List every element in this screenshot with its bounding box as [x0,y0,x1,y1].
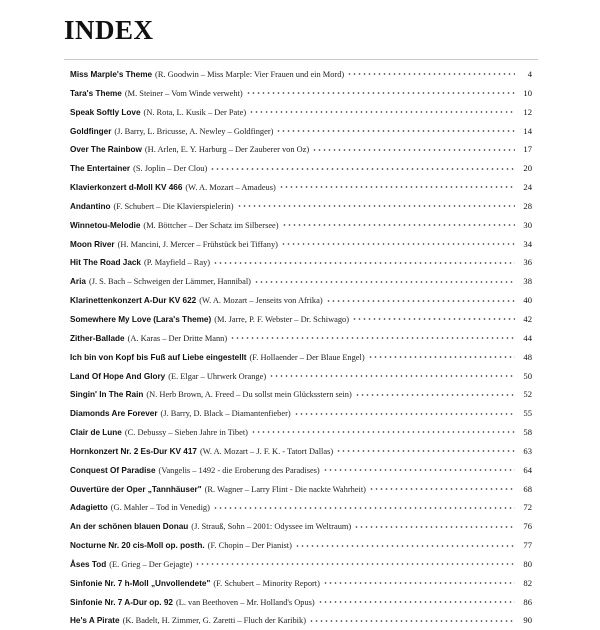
dot-leader [347,71,515,77]
dot-leader [282,222,515,228]
index-list [70,65,532,630]
dot-leader [230,335,515,341]
entry-credit: (H. Mancini, J. Mercer – Frühstück bei Tiffany) [117,239,278,249]
entry-page-number: 76 [523,521,532,532]
entry-text [70,443,333,461]
entry-credit: (H. Arlen, E. Y. Harburg – Der Zauberer von Oz) [144,145,310,155]
dot-leader [279,184,515,190]
entry-title: Speak Softly Love [70,107,141,117]
entry-page-number: 64 [523,464,532,475]
dot-leader [195,561,515,567]
entry-text [70,481,366,499]
dot-leader [309,618,515,624]
entry-text [70,311,349,329]
entry-text [70,217,279,235]
entry-title: Moon River [70,239,115,249]
entry-page-number: 40 [523,295,532,306]
entry-page-number: 82 [523,577,532,588]
entry-credit: (K. Badelt, H. Zimmer, G. Zaretti – Fluch der Karibik) [122,616,306,626]
index-entry[interactable] [70,329,532,348]
entry-title: Ich bin von Kopf bis Fuß auf Liebe eingestellt [70,352,247,362]
index-entry[interactable] [70,423,532,442]
index-entry[interactable] [70,555,532,574]
entry-title: Sinfonie Nr. 7 A-Dur op. 92 [70,597,173,607]
dot-leader [323,580,515,586]
entry-text [70,292,323,310]
entry-page-number: 77 [523,540,532,551]
entry-title: Conquest Of Paradise [70,465,156,475]
entry-title: Land Of Hope And Glory [70,371,166,381]
entry-title: Miss Marple's Theme [70,70,153,79]
entry-page-number: 28 [523,200,532,211]
entry-title: Diamonds Are Forever [70,409,158,419]
entry-page-number: 14 [523,125,532,136]
entry-page-number: 34 [523,238,532,249]
entry-page-number: 55 [523,408,532,419]
dot-leader [210,166,515,172]
dot-leader [237,203,515,209]
entry-credit: (C. Debussy – Sieben Jahre in Tibet) [124,428,248,438]
entry-credit: (J. Barry, D. Black – Diamantenfieber) [160,409,291,419]
dot-leader [323,467,515,473]
entry-text [70,575,320,593]
index-entry[interactable] [70,404,532,423]
entry-credit: (W. A. Mozart – Jenseits von Afrika) [199,296,323,306]
index-entry[interactable] [70,442,532,461]
entry-title: Clair de Lune [70,428,122,438]
index-entry[interactable] [70,235,532,254]
entry-credit: (W. A. Mozart – J. F. K. - Tatort Dallas) [199,446,334,456]
dot-leader [269,373,515,379]
entry-title: Singin' In The Rain [70,390,144,400]
entry-page-number: 52 [523,389,532,400]
entry-credit: (P. Mayfield – Ray) [143,258,211,268]
dot-leader [336,448,515,454]
entry-title: Åses Tod [70,559,107,569]
entry-page-number: 50 [523,370,532,381]
entry-text [70,386,352,404]
entry-title: Aria [70,277,86,287]
entry-title: Hornkonzert Nr. 2 Es-Dur KV 417 [70,446,197,456]
index-entry[interactable] [70,385,532,404]
dot-leader [251,429,515,435]
entry-page-number: 80 [523,558,532,569]
entry-page-number: 42 [523,313,532,324]
entry-text [70,537,292,555]
entry-credit: (N. Rota, L. Kusik – Der Pate) [143,107,247,117]
index-entry[interactable] [70,593,532,612]
entry-text [70,254,210,272]
dot-leader [355,392,515,398]
dot-leader [294,411,515,417]
entry-title: Andantino [70,201,111,211]
entry-credit: (F. Chopin – Der Pianist) [207,541,292,551]
entry-credit: (E. Elgar – Uhrwerk Orange) [168,371,267,381]
index-entry[interactable] [70,84,532,103]
entry-credit: (Vangelis – 1492 - die Eroberung des Paradises) [158,465,320,475]
entry-text [70,368,266,386]
index-entry[interactable] [70,348,532,367]
entry-title: Adagietto [70,503,108,513]
entry-credit: (L. van Beethoven – Mr. Holland's Opus) [175,597,315,607]
dot-leader [276,128,515,134]
index-entry[interactable] [70,253,532,272]
entry-text [70,405,291,423]
index-entry[interactable] [70,103,532,122]
entry-title: Sinfonie Nr. 7 h-Moll „Unvollendete" [70,578,211,588]
entry-text [70,160,207,178]
entry-title: Klavierkonzert d-Moll KV 466 [70,183,183,193]
entry-page-number: 12 [523,106,532,117]
entry-page-number: 90 [523,615,532,626]
entry-text [70,330,227,348]
entry-page-number: 4 [527,69,532,79]
entry-text [70,85,243,103]
index-entry[interactable] [70,291,532,310]
entry-page-number: 63 [523,445,532,456]
entry-title: Zither-Ballade [70,333,125,343]
index-entry[interactable] [70,272,532,291]
index-entry[interactable] [70,178,532,197]
entry-credit: (F. Schubert – Die Klavierspielerin) [113,201,234,211]
entry-text [70,179,276,197]
dot-leader [368,354,515,360]
dot-leader [249,109,515,115]
entry-title: Over The Rainbow [70,145,142,155]
index-entry[interactable] [70,461,532,480]
entry-text [70,349,365,367]
page-title: INDEX [64,15,154,45]
entry-credit: (J. Strauß, Sohn – 2001: Odyssee im Weltraum) [191,522,352,532]
index-entry[interactable] [70,216,532,235]
dot-leader [295,543,515,549]
entry-text [70,612,306,630]
entry-page-number: 48 [523,351,532,362]
index-entry[interactable] [70,498,532,517]
entry-credit: (M. Steiner – Vom Winde verweht) [124,88,243,98]
entry-text [70,594,315,612]
entry-credit: (W. A. Mozart – Amadeus) [185,183,276,193]
entry-credit: (M. Jarre, P. F. Webster – Dr. Schiwago) [214,314,349,324]
entry-title: Goldfinger [70,126,112,136]
entry-credit: (N. Herb Brown, A. Freed – Du sollst mein Glücksstern sein) [146,390,352,400]
entry-page-number: 38 [523,276,532,287]
entry-text [70,66,344,84]
entry-credit: (A. Karas – Der Dritte Mann) [127,333,228,343]
entry-page-number: 68 [523,483,532,494]
index-entry[interactable] [70,140,532,159]
entry-credit: (R. Goodwin – Miss Marple: Vier Frauen und ein Mord) [155,70,345,79]
entry-page-number: 44 [523,332,532,343]
index-entry[interactable] [70,536,532,555]
entry-page-number: 30 [523,219,532,230]
entry-title: Somewhere My Love (Lara's Theme) [70,314,212,324]
entry-title: Tara's Theme [70,88,122,98]
entry-page-number: 86 [523,596,532,607]
dot-leader [352,316,515,322]
entry-credit: (G. Mahler – Tod in Venedig) [110,503,210,513]
entry-text [70,141,309,159]
index-entry[interactable] [70,574,532,593]
dot-leader [326,298,515,304]
dot-leader [369,486,515,492]
entry-title: Klarinettenkonzert A-Dur KV 622 [70,296,197,306]
entry-text [70,123,273,141]
entry-title: Nocturne Nr. 20 cis-Moll op. posth. [70,541,205,551]
dot-leader [213,505,515,511]
dot-leader [213,260,515,266]
index-entry[interactable] [70,197,532,216]
entry-page-number: 24 [523,182,532,193]
entry-title: An der schönen blauen Donau [70,522,189,532]
entry-credit: (S. Joplin – Der Clou) [133,164,208,174]
entry-title: He's A Pirate [70,616,120,626]
entry-credit: (R. Wagner – Larry Flint - Die nackte Wahrheit) [204,484,366,494]
entry-text [70,556,192,574]
entry-text [70,518,351,536]
dot-leader [281,241,515,247]
entry-title: Ouvertüre der Oper „Tannhäuser" [70,484,202,494]
index-entry[interactable] [70,367,532,386]
entry-page-number: 20 [523,163,532,174]
entry-credit: (F. Schubert – Minority Report) [213,578,320,588]
entry-credit: (E. Grieg – Der Gejagte) [109,559,193,569]
entry-credit: (F. Hollaender – Der Blaue Engel) [249,352,365,362]
entry-page-number: 72 [523,502,532,513]
entry-credit: (J. Barry, L. Bricusse, A. Newley – Goldfinger) [114,126,274,136]
dot-leader [354,524,515,530]
entry-page-number: 58 [523,427,532,438]
index-entry[interactable] [70,517,532,536]
title-divider [64,59,538,60]
index-entry[interactable] [70,65,532,84]
dot-leader [246,90,515,96]
entry-text [70,273,251,291]
entry-text [70,462,320,480]
entry-title: The Entertainer [70,164,131,174]
entry-page-number: 10 [523,87,532,98]
index-entry[interactable] [70,310,532,329]
entry-text [70,198,234,216]
entry-page-number: 36 [523,257,532,268]
entry-credit: (J. S. Bach – Schweigen der Lämmer, Hannibal) [88,277,251,287]
index-entry[interactable] [70,611,532,630]
index-entry[interactable] [70,159,532,178]
entry-text [70,236,278,254]
entry-credit: (M. Böttcher – Der Schatz im Silbersee) [143,220,279,230]
index-entry[interactable] [70,480,532,499]
entry-title: Winnetou-Melodie [70,220,141,230]
index-entry[interactable] [70,122,532,141]
dot-leader [312,147,515,153]
entry-text [70,424,248,442]
entry-page-number: 17 [523,144,532,155]
dot-leader [254,279,515,285]
entry-text [70,104,246,122]
entry-title: Hit The Road Jack [70,258,141,268]
entry-text [70,499,210,517]
